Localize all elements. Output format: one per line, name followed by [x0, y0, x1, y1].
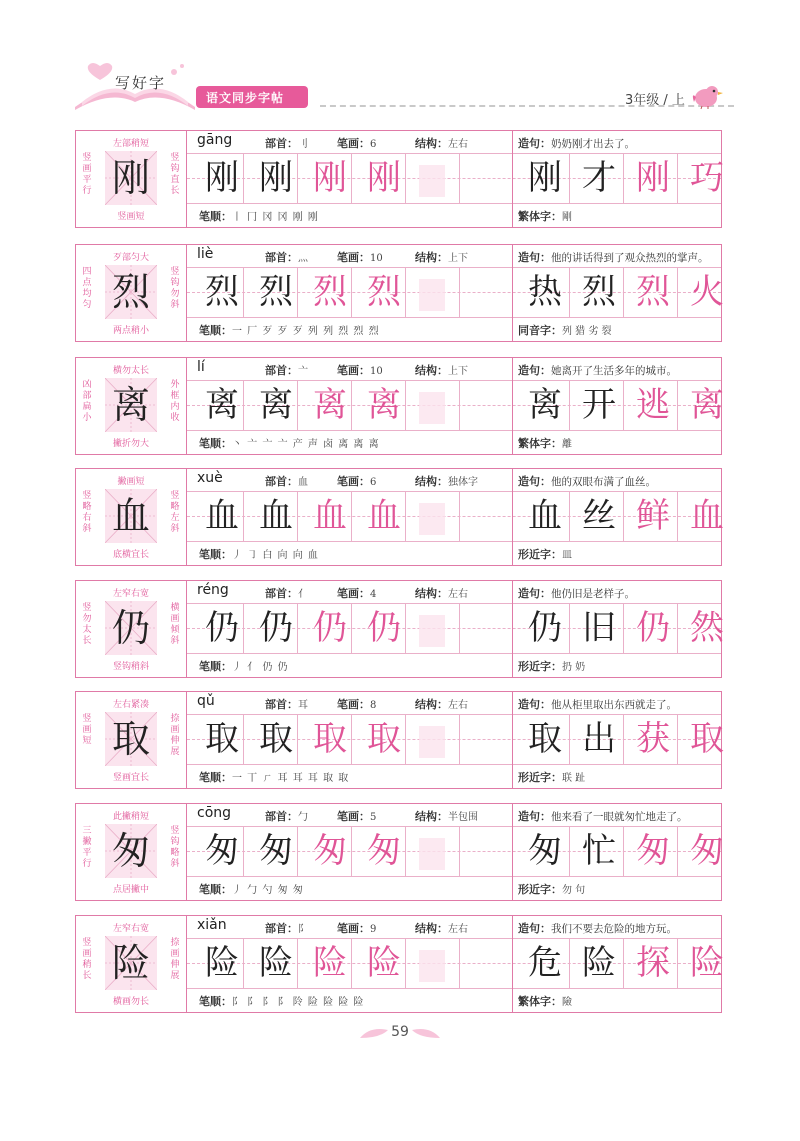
sentence-field: 造句：他仍旧是老样子。 [518, 587, 635, 600]
stroke-order: 笔顺：丨 冂 冈 冈 刚 刚 [199, 210, 319, 223]
word-char: 离 [690, 385, 724, 425]
word-char: 刚 [636, 158, 670, 198]
grid-line [569, 714, 570, 764]
pinyin: réng [197, 582, 229, 598]
practice-grid [187, 938, 724, 988]
word-char: 险 [582, 943, 616, 983]
tip-right: 横画倾斜 [170, 603, 180, 646]
tip-left: 竖画平行 [82, 153, 92, 196]
header-title: 写好字 [115, 74, 167, 92]
practice-char: 血 [313, 496, 347, 536]
grid-line [677, 714, 678, 764]
tip-right: 外框内收 [170, 380, 180, 423]
radical-field: 部首：灬 [265, 251, 308, 264]
grid-line [243, 491, 244, 541]
tip-bottom: 竖画宜长 [112, 773, 149, 783]
practice-char: 险 [367, 943, 401, 983]
grid-line [459, 826, 460, 876]
sentence-field: 造句：他来看了一眼就匆忙地走了。 [518, 810, 688, 823]
word-char: 仍 [636, 608, 670, 648]
grid-line [623, 603, 624, 653]
word-char: 烈 [582, 272, 616, 312]
page-number: 59 [391, 1024, 409, 1040]
practice-grid [187, 603, 724, 653]
info-row [187, 804, 721, 827]
tip-right: 竖钩勿斜 [170, 267, 180, 310]
word-char: 获 [636, 719, 670, 759]
extra-field: 繁体字：剛 [518, 210, 572, 223]
practice-char: 离 [313, 385, 347, 425]
grid-line [677, 603, 678, 653]
tip-top: 歹部匀大 [112, 253, 149, 263]
practice-char: 险 [259, 943, 293, 983]
practice-panel [187, 131, 724, 227]
word-char: 刚 [528, 158, 562, 198]
structure-field: 结构：左右 [415, 922, 468, 935]
char-analysis-panel [76, 131, 187, 227]
tip-left: 竖勿太长 [82, 603, 92, 646]
grid-line [677, 380, 678, 430]
tip-bottom: 点居撇中 [112, 885, 149, 895]
stroke-order: 笔顺：丶 亠 亠 亠 产 声 卤 离 离 离 [199, 437, 380, 450]
info-row [187, 469, 721, 492]
practice-char: 险 [205, 943, 239, 983]
word-char: 才 [582, 158, 616, 198]
practice-char: 烈 [367, 272, 401, 312]
word-char: 然 [690, 608, 724, 648]
tip-top: 左右紧凑 [112, 700, 149, 710]
stroke-order: 笔顺：丿 ㇆ 白 向 向 血 [199, 548, 319, 561]
tip-top: 撇画短 [117, 477, 145, 487]
tip-top: 横勿太长 [112, 366, 149, 376]
main-character: 烈 [111, 270, 150, 314]
structure-field: 结构：左右 [415, 698, 468, 711]
footer-row [187, 653, 721, 678]
radical-field: 部首：刂 [265, 137, 308, 150]
radical-field: 部首：亠 [265, 364, 308, 377]
word-char: 取 [690, 719, 724, 759]
practice-char: 匆 [367, 831, 401, 871]
panel-divider [512, 245, 513, 341]
grid-line [623, 267, 624, 317]
grid-line [459, 491, 460, 541]
pinyin: xuè [197, 470, 223, 486]
word-char: 烈 [636, 272, 670, 312]
word-char: 险 [690, 943, 724, 983]
grid-line [623, 938, 624, 988]
ghost-char-shape [419, 615, 445, 647]
char-analysis-panel [76, 358, 187, 454]
practice-panel [187, 358, 724, 454]
practice-char: 刚 [205, 158, 239, 198]
practice-char: 险 [313, 943, 347, 983]
grid-line [569, 153, 570, 203]
pinyin: qǔ [197, 693, 215, 709]
main-character: 仍 [111, 606, 150, 650]
practice-char: 血 [367, 496, 401, 536]
practice-char: 取 [205, 719, 239, 759]
tip-bottom: 横画勿长 [112, 997, 149, 1007]
grid-line [405, 380, 406, 430]
sentence-field: 造句：我们不要去危险的地方玩。 [518, 922, 677, 935]
footer-row [187, 541, 721, 566]
word-char: 火 [690, 272, 724, 312]
tip-top: 左部稍短 [112, 139, 149, 149]
char-analysis-panel [76, 245, 187, 341]
grid-line [243, 153, 244, 203]
tip-right: 竖钩直长 [170, 153, 180, 196]
practice-char: 匆 [205, 831, 239, 871]
extra-field: 形近字：扔 奶 [518, 660, 586, 673]
structure-field: 结构：独体字 [415, 475, 478, 488]
panel-divider [512, 804, 513, 900]
grid-line [623, 826, 624, 876]
footer-row [187, 988, 721, 1013]
main-character: 取 [111, 717, 150, 761]
word-char: 血 [690, 496, 724, 536]
extra-field: 同音字：列 猎 劣 裂 [518, 324, 612, 337]
grid-line [623, 491, 624, 541]
grid-line [297, 153, 298, 203]
grid-line [405, 267, 406, 317]
grid-line [297, 491, 298, 541]
word-char: 忙 [582, 831, 616, 871]
word-char: 巧 [690, 158, 724, 198]
practice-grid [187, 267, 724, 317]
radical-field: 部首：耳 [265, 698, 308, 711]
practice-char: 匆 [259, 831, 293, 871]
word-char: 离 [528, 385, 562, 425]
character-card [75, 468, 722, 566]
stroke-count-field: 笔画：6 [337, 475, 377, 488]
tip-left: 四点均匀 [82, 267, 92, 310]
stroke-count-field: 笔画：5 [337, 810, 377, 823]
stroke-order: 笔顺：⻖ 阝 阝 阝 阾 险 险 险 险 [199, 995, 365, 1008]
practice-char: 取 [367, 719, 401, 759]
structure-field: 结构：半包围 [415, 810, 478, 823]
sentence-field: 造句：她离开了生活多年的城市。 [518, 364, 677, 377]
ghost-char-shape [419, 726, 445, 758]
stroke-order: 笔顺：丿 亻 仍 仍 [199, 660, 289, 673]
tip-left: 三撇平行 [82, 826, 92, 869]
character-card [75, 803, 722, 901]
grid-line [459, 603, 460, 653]
grid-line [459, 714, 460, 764]
grid-line [351, 714, 352, 764]
radical-field: 部首：血 [265, 475, 308, 488]
char-analysis-panel [76, 692, 187, 788]
panel-divider [512, 581, 513, 677]
info-row [187, 131, 721, 154]
grid-line [243, 380, 244, 430]
tip-left: 竖画短 [82, 714, 92, 746]
word-char: 鲜 [636, 496, 670, 536]
word-char: 匆 [528, 831, 562, 871]
grid-line [677, 267, 678, 317]
bird-icon [690, 80, 724, 110]
panel-divider [512, 692, 513, 788]
grid-line [677, 826, 678, 876]
character-card [75, 691, 722, 789]
grid-line [569, 938, 570, 988]
grid-line [677, 938, 678, 988]
pinyin: lí [197, 359, 205, 375]
info-row [187, 916, 721, 939]
grid-line [351, 267, 352, 317]
info-row [187, 692, 721, 715]
tip-top: 左窄右宽 [112, 589, 149, 599]
practice-grid [187, 714, 724, 764]
word-char: 血 [528, 496, 562, 536]
practice-char: 烈 [205, 272, 239, 312]
word-char: 探 [636, 943, 670, 983]
sentence-field: 造句：他的双眼布满了血丝。 [518, 475, 656, 488]
extra-field: 繁体字：離 [518, 437, 572, 450]
word-char: 旧 [582, 608, 616, 648]
panel-divider [512, 469, 513, 565]
practice-panel [187, 804, 724, 900]
tip-left: 竖略右斜 [82, 491, 92, 534]
grid-line [569, 267, 570, 317]
practice-grid [187, 491, 724, 541]
grid-line [297, 380, 298, 430]
info-row [187, 245, 721, 268]
practice-grid [187, 153, 724, 203]
word-char: 出 [582, 719, 616, 759]
tip-bottom: 竖画短 [117, 212, 145, 222]
extra-field: 形近字：联 趾 [518, 771, 586, 784]
grid-line [569, 380, 570, 430]
main-character: 匆 [111, 829, 150, 873]
radical-field: 部首：阝 [265, 922, 308, 935]
practice-panel [187, 245, 724, 341]
header-subtitle: 语文同步字帖 [206, 91, 285, 105]
grid-line [243, 267, 244, 317]
practice-char: 仍 [313, 608, 347, 648]
sentence-field: 造句：他从柜里取出东西就走了。 [518, 698, 677, 711]
practice-char: 仍 [205, 608, 239, 648]
word-char: 取 [528, 719, 562, 759]
grid-line [243, 938, 244, 988]
practice-char: 血 [205, 496, 239, 536]
ghost-char-shape [419, 165, 445, 197]
character-card [75, 130, 722, 228]
grid-line [569, 826, 570, 876]
practice-panel [187, 916, 724, 1012]
ghost-char-shape [419, 279, 445, 311]
practice-char: 匆 [313, 831, 347, 871]
footer-row [187, 203, 721, 228]
stroke-count-field: 笔画：9 [337, 922, 377, 935]
practice-char: 刚 [259, 158, 293, 198]
practice-char: 取 [259, 719, 293, 759]
structure-field: 结构：左右 [415, 137, 468, 150]
word-char: 热 [528, 272, 562, 312]
char-analysis-panel [76, 469, 187, 565]
grid-line [405, 153, 406, 203]
stroke-order: 笔顺：一 厂 歹 歹 歹 列 列 烈 烈 烈 [199, 324, 380, 337]
practice-char: 烈 [313, 272, 347, 312]
grid-line [459, 380, 460, 430]
grid-line [569, 603, 570, 653]
practice-char: 仍 [259, 608, 293, 648]
stroke-order: 笔顺：丿 勹 勺 匆 匆 [199, 883, 304, 896]
grid-line [351, 826, 352, 876]
char-analysis-panel [76, 916, 187, 1012]
structure-field: 结构：左右 [415, 587, 468, 600]
grid-line [677, 153, 678, 203]
grid-line [351, 491, 352, 541]
pinyin: xiǎn [197, 917, 227, 933]
grid-line [405, 603, 406, 653]
grid-line [297, 603, 298, 653]
sentence-field: 造句：奶奶刚才出去了。 [518, 137, 635, 150]
practice-char: 烈 [259, 272, 293, 312]
character-card [75, 244, 722, 342]
character-card [75, 580, 722, 678]
practice-char: 离 [367, 385, 401, 425]
tip-bottom: 撇折勿大 [112, 439, 149, 449]
practice-panel [187, 581, 724, 677]
radical-field: 部首：勹 [265, 810, 308, 823]
grid-line [459, 153, 460, 203]
ghost-char-shape [419, 950, 445, 982]
grid-line [243, 714, 244, 764]
grid-line [297, 826, 298, 876]
practice-panel [187, 469, 724, 565]
info-row [187, 358, 721, 381]
panel-divider [512, 131, 513, 227]
practice-char: 刚 [367, 158, 401, 198]
footer-row [187, 876, 721, 901]
character-card [75, 915, 722, 1013]
tip-top: 此撇稍短 [112, 812, 149, 822]
tip-bottom: 底横宜长 [112, 550, 149, 560]
stroke-order: 笔顺：一 丅 ㄏ 耳 耳 耳 取 取 [199, 771, 350, 784]
grid-line [459, 267, 460, 317]
extra-field: 繁体字：險 [518, 995, 572, 1008]
tip-left: 竖画稍长 [82, 938, 92, 981]
structure-field: 结构：上下 [415, 251, 468, 264]
practice-char: 离 [259, 385, 293, 425]
word-char: 匆 [690, 831, 724, 871]
grid-line [405, 826, 406, 876]
panel-divider [512, 916, 513, 1012]
word-char: 仍 [528, 608, 562, 648]
practice-panel [187, 692, 724, 788]
pinyin: liè [197, 246, 214, 262]
grid-line [623, 380, 624, 430]
char-analysis-panel [76, 804, 187, 900]
tip-bottom: 两点稍小 [112, 326, 149, 336]
panel-divider [512, 358, 513, 454]
main-character: 险 [111, 941, 150, 985]
word-char: 匆 [636, 831, 670, 871]
radical-field: 部首：亻 [265, 587, 308, 600]
extra-field: 形近字：皿 [518, 548, 572, 561]
grid-line [459, 938, 460, 988]
grid-line [405, 491, 406, 541]
ghost-char-shape [419, 503, 445, 535]
grid-line [351, 603, 352, 653]
practice-char: 取 [313, 719, 347, 759]
character-card [75, 357, 722, 455]
footer-row [187, 430, 721, 455]
grid-line [243, 603, 244, 653]
ghost-char-shape [419, 838, 445, 870]
extra-field: 形近字：勿 句 [518, 883, 586, 896]
stroke-count-field: 笔画：4 [337, 587, 377, 600]
word-char: 危 [528, 943, 562, 983]
grid-line [677, 491, 678, 541]
pinyin: cōng [197, 805, 232, 821]
practice-char: 仍 [367, 608, 401, 648]
grid-line [351, 380, 352, 430]
practice-char: 离 [205, 385, 239, 425]
stroke-count-field: 笔画：8 [337, 698, 377, 711]
grid-line [623, 153, 624, 203]
sentence-field: 造句：他的讲话得到了观众热烈的掌声。 [518, 251, 709, 264]
practice-char: 血 [259, 496, 293, 536]
tip-right: 捺画伸展 [170, 714, 180, 757]
char-analysis-panel [76, 581, 187, 677]
main-character: 离 [111, 383, 150, 427]
word-char: 丝 [582, 496, 616, 536]
grid-line [351, 938, 352, 988]
grade-label: 3年级 / 上 [625, 93, 685, 108]
page-header [0, 0, 800, 120]
grid-line [297, 714, 298, 764]
footer-row [187, 764, 721, 789]
tip-right: 竖略左斜 [170, 491, 180, 534]
grid-line [351, 153, 352, 203]
grid-line [405, 938, 406, 988]
tip-right: 捺画伸展 [170, 938, 180, 981]
grid-line [297, 267, 298, 317]
word-char: 开 [582, 385, 616, 425]
main-character: 血 [111, 494, 150, 538]
practice-char: 刚 [313, 158, 347, 198]
ghost-char-shape [419, 392, 445, 424]
tip-left: 凶部扁小 [82, 380, 92, 423]
practice-grid [187, 380, 724, 430]
grid-line [297, 938, 298, 988]
pinyin: gāng [197, 132, 233, 148]
structure-field: 结构：上下 [415, 364, 468, 377]
grid-line [569, 491, 570, 541]
grid-line [405, 714, 406, 764]
stroke-count-field: 笔画：10 [337, 364, 383, 377]
grid-line [623, 714, 624, 764]
info-row [187, 581, 721, 604]
practice-grid [187, 826, 724, 876]
main-character: 刚 [111, 156, 150, 200]
tip-bottom: 竖钩稍斜 [112, 662, 149, 672]
footer-row [187, 317, 721, 342]
stroke-count-field: 笔画：6 [337, 137, 377, 150]
word-char: 逃 [636, 385, 670, 425]
stroke-count-field: 笔画：10 [337, 251, 383, 264]
tip-right: 竖钩略斜 [170, 826, 180, 869]
tip-top: 左窄右宽 [112, 924, 149, 934]
grid-line [243, 826, 244, 876]
